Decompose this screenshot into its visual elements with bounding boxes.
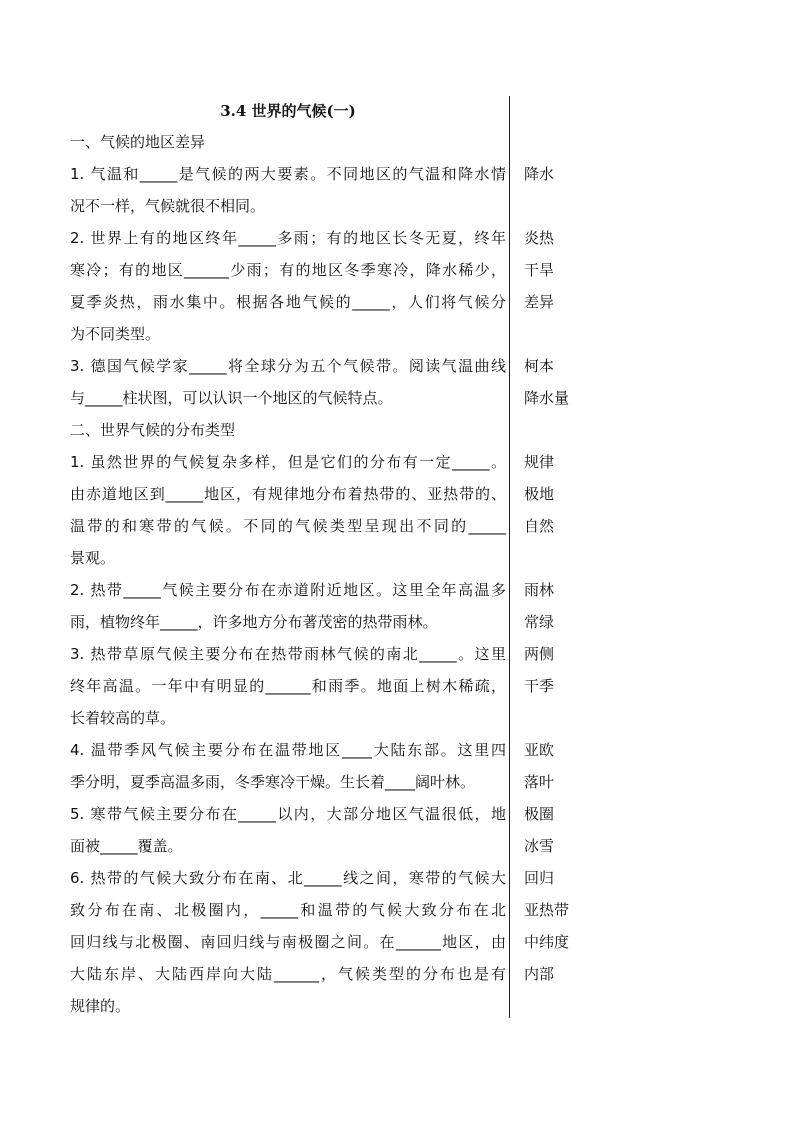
answer-word: 降水量 [524, 389, 570, 407]
question-line: 季分明，夏季高温多雨，冬季寒冷干燥。生长着____阔叶林。 [70, 773, 476, 791]
answer-word: 干旱 [524, 261, 555, 279]
question-line: 5. 寒带气候主要分布在_____以内，大部分地区气温很低，地 [70, 805, 506, 823]
question-line: 终年高温。一年中有明显的______和雨季。地面上树木稀疏， [70, 677, 506, 695]
question-line: 3. 德国气候学家_____将全球分为五个气候带。阅读气温曲线 [70, 357, 506, 375]
answer-word: 极地 [524, 485, 555, 503]
page-title: 3.4 世界的气候(一) [220, 102, 356, 120]
question-line: 为不同类型。 [70, 325, 161, 343]
question-line: 面被_____覆盖。 [70, 837, 183, 855]
question-item [70, 802, 506, 866]
question-item [70, 354, 506, 418]
question-line: 回归线与北极圈、南回归线与南极圈之间。在______地区，由 [70, 933, 506, 951]
question-line: 规律的。 [70, 997, 131, 1015]
answer-word: 差异 [524, 293, 555, 311]
answer-word: 极圈 [524, 805, 555, 823]
question-line: 2. 热带_____气候主要分布在赤道附近地区。这里全年高温多 [70, 581, 506, 599]
question-line: 1. 虽然世界的气候复杂多样，但是它们的分布有一定_____。 [70, 453, 506, 471]
question-line: 寒冷；有的地区______少雨；有的地区冬季寒冷，降水稀少， [70, 261, 506, 279]
answer-word: 两侧 [524, 645, 555, 663]
answer-word: 自然 [524, 517, 555, 535]
answer-word: 降水 [524, 165, 555, 183]
answer-word: 落叶 [524, 773, 555, 791]
answer-word: 冰雪 [524, 837, 555, 855]
answer-word: 柯本 [524, 357, 555, 375]
question-line: 由赤道地区到_____地区，有规律地分布着热带的、亚热带的、 [70, 485, 506, 503]
question-line: 夏季炎热，雨水集中。根据各地气候的_____，人们将气候分 [70, 293, 506, 311]
question-line: 长着较高的草。 [70, 709, 176, 727]
answer-word: 规律 [524, 453, 555, 471]
answer-word: 常绿 [524, 613, 555, 631]
question-line: 景观。 [70, 549, 116, 567]
question-line: 4. 温带季风气候主要分布在温带地区____大陆东部。这里四 [70, 741, 506, 759]
question-column [70, 130, 506, 1026]
question-line: 3. 热带草原气候主要分布在热带雨林气候的南北_____。这里 [70, 645, 506, 663]
question-line: 大陆东岸、大陆西岸向大陆______，气候类型的分布也是有 [70, 965, 506, 983]
column-divider [509, 96, 510, 1018]
question-item [70, 866, 506, 1026]
answer-word: 内部 [524, 965, 555, 983]
question-line: 2. 世界上有的地区终年_____多雨；有的地区长冬无夏，终年 [70, 229, 506, 247]
question-line: 6. 热带的气候大致分布在南、北_____线之间，寒带的气候大 [70, 869, 506, 887]
question-line: 致分布在南、北极圈内，_____和温带的气候大致分布在北 [70, 901, 506, 919]
section-heading: 二、世界气候的分布类型 [70, 421, 236, 439]
question-item [70, 226, 506, 354]
answer-word: 亚欧 [524, 741, 555, 759]
answer-word: 干季 [524, 677, 555, 695]
answer-word: 炎热 [524, 229, 555, 247]
question-line: 1. 气温和_____是气候的两大要素。不同地区的气温和降水情 [70, 165, 506, 183]
question-item [70, 738, 506, 802]
answer-word: 中纬度 [524, 933, 570, 951]
question-line: 与_____柱状图，可以认识一个地区的气候特点。 [70, 389, 393, 407]
question-line: 温带的和寒带的气候。不同的气候类型呈现出不同的_____ [70, 517, 506, 535]
question-line: 况不一样，气候就很不相同。 [70, 197, 266, 215]
question-line: 雨，植物终年_____，许多地方分布著茂密的热带雨林。 [70, 613, 438, 631]
section-heading: 一、气候的地区差异 [70, 133, 206, 151]
question-item [70, 642, 506, 738]
question-item [70, 578, 506, 642]
answer-word: 亚热带 [524, 901, 570, 919]
answer-word: 雨林 [524, 581, 555, 599]
question-item [70, 450, 506, 578]
answer-word: 回归 [524, 869, 555, 887]
question-item [70, 162, 506, 226]
